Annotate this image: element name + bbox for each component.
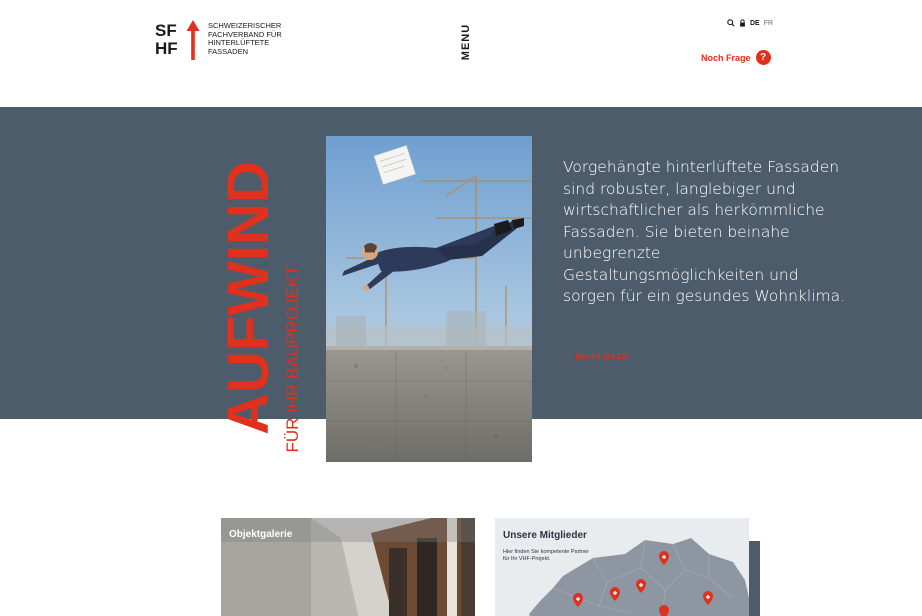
arrow-right-icon: →	[564, 352, 573, 361]
gallery-card-title: Objektgalerie	[229, 529, 293, 540]
lock-icon[interactable]	[739, 19, 746, 27]
hero-headline-text: AUFWIND	[216, 161, 281, 435]
language-fr[interactable]: FR	[763, 19, 774, 27]
menu-label: MENU	[460, 23, 472, 61]
logo-mark	[155, 18, 205, 62]
utility-bar	[727, 19, 773, 27]
flying-man-image	[326, 136, 532, 462]
language-de[interactable]: DE	[750, 19, 760, 27]
hero-subheadline-text: FÜR IHR BAUPROJEKT	[283, 265, 302, 453]
logo-text-line: FACHVERBAND FÜR	[208, 29, 282, 39]
question-label: Noch Frage	[701, 52, 751, 63]
hero-headline	[216, 133, 281, 463]
question-button[interactable]	[701, 50, 771, 65]
logo-arrow-icon	[185, 18, 201, 62]
more-link-label: MEHR DAZU	[575, 352, 628, 361]
logo-text-line: FASSADEN	[208, 46, 249, 56]
hero-photo	[326, 136, 532, 462]
logo-text-line: SCHWEIZERISCHER	[208, 21, 282, 30]
gallery-card[interactable]	[221, 518, 475, 616]
logo-text-line: HINTERLÜFTETE	[208, 38, 270, 48]
hero-subheadline	[282, 255, 304, 463]
members-card[interactable]	[495, 518, 749, 616]
site-logo[interactable]	[155, 18, 282, 62]
members-card-subtitle: Hier finden Sie kompetente Partner für Ihr VHF-Projekt.	[503, 549, 589, 562]
logo-letters-top: SF	[155, 21, 177, 40]
members-card-title: Unsere Mitglieder	[503, 530, 587, 541]
logo-wordmark	[208, 22, 282, 56]
question-icon: ?	[756, 50, 771, 65]
logo-letters	[155, 22, 178, 58]
search-icon[interactable]	[727, 19, 735, 27]
hero-body-text: Vorgehängte hinterlüftete Fassaden sind robuster, langlebiger und wirtschaftlicher als herkömmliche Fassaden. Sie bieten beinahe unbegrenzte Gestaltungsmöglichkeiten und sorgen für ein gesundes Wohnklima.	[563, 158, 846, 305]
logo-letters-bottom: HF	[155, 39, 178, 58]
members-card-accent	[748, 541, 760, 616]
menu-button[interactable]	[459, 22, 473, 62]
more-link[interactable]	[564, 352, 628, 361]
